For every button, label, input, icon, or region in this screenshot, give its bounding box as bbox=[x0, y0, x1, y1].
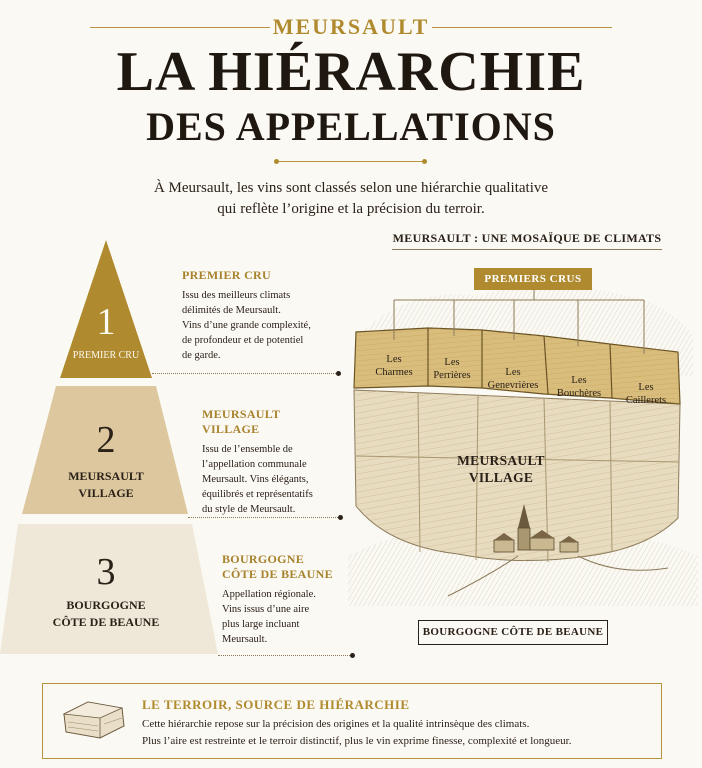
premiers-crus-label: PREMIERS CRUS bbox=[474, 268, 592, 290]
terroir-body bbox=[142, 716, 652, 750]
page-title-line1: LA HIÉRARCHIE bbox=[116, 41, 586, 103]
desc-line: de garde. bbox=[182, 350, 221, 361]
climat-caillerets bbox=[614, 381, 678, 407]
climat-line: Caillerets bbox=[625, 395, 667, 406]
village-label-line: MEURSAULT bbox=[457, 453, 545, 468]
climat-genevrieres bbox=[480, 366, 546, 392]
tier-3-leader-end bbox=[350, 653, 355, 658]
desc-line: plus large incluant bbox=[222, 619, 300, 630]
tier-3-number: 3 bbox=[96, 551, 116, 593]
climat-line: Bouchères bbox=[556, 388, 602, 399]
desc-line: Issu des meilleurs climats bbox=[182, 290, 291, 301]
terroir-title: LE TERROIR, SOURCE DE HIÉRARCHIE bbox=[142, 697, 410, 712]
tier-1-number: 1 bbox=[96, 301, 116, 343]
ornament-dot-left bbox=[274, 159, 279, 164]
tier-2-desc-body bbox=[202, 442, 342, 517]
climat-charmes bbox=[364, 353, 424, 379]
vineyard-map bbox=[348, 256, 702, 616]
desc-line: Meursault. bbox=[222, 634, 268, 645]
tier-3-leader bbox=[218, 655, 352, 656]
ornament-dot-right bbox=[422, 159, 427, 164]
terroir-line: Plus l’aire est restreinte et le terroir distinctif, plus le vin exprime finesse, complexité et longueur. bbox=[142, 735, 572, 747]
climat-line: Charmes bbox=[375, 367, 413, 378]
tier-1-desc-title: PREMIER CRU bbox=[182, 268, 271, 282]
tier-2-name-line1: MEURSAULT bbox=[68, 469, 144, 483]
tier-3-desc-title bbox=[222, 552, 352, 582]
desc-line: du style de Meursault. bbox=[202, 504, 296, 515]
climat-line: Perrières bbox=[433, 370, 471, 381]
page-title-line2: DES APPELLATIONS bbox=[146, 104, 556, 149]
tier-2-leader bbox=[188, 517, 340, 518]
terroir-line: Cette hiérarchie repose sur la précision des origines et la qualité intrinsèque des climats. bbox=[142, 718, 530, 730]
tier-3-name-line2: CÔTE DE BEAUNE bbox=[52, 615, 160, 629]
desc-title-line: MEURSAULT bbox=[202, 407, 281, 421]
desc-line: Vins issus d’une aire bbox=[222, 604, 310, 615]
tier-1-leader-end bbox=[336, 371, 341, 376]
desc-line: équilibrés et représentatifs bbox=[202, 489, 313, 500]
tier-3-name bbox=[26, 597, 186, 631]
kicker-title: MEURSAULT bbox=[272, 14, 430, 39]
climat-line: Les bbox=[444, 357, 460, 368]
desc-line: Issu de l’ensemble de bbox=[202, 444, 293, 455]
climat-perrieres bbox=[424, 356, 480, 382]
title-ornament-rule bbox=[278, 161, 424, 162]
climat-line: Les bbox=[571, 375, 587, 386]
intro-line-2: qui reflète l’origine et la précision du terroir. bbox=[217, 201, 485, 217]
climat-line: Les bbox=[638, 382, 654, 393]
tier-2-name bbox=[36, 468, 176, 502]
tier-1-desc-body bbox=[182, 288, 332, 363]
desc-title-line: VILLAGE bbox=[202, 422, 260, 436]
tier-1-leader bbox=[152, 373, 338, 374]
climat-line: Les bbox=[386, 354, 402, 365]
desc-title-line: CÔTE DE BEAUNE bbox=[222, 567, 333, 581]
tier-3-name-line1: BOURGOGNE bbox=[66, 598, 146, 612]
intro-text bbox=[0, 178, 702, 220]
tier-3-desc-body bbox=[222, 587, 352, 647]
intro-line-1: À Meursault, les vins sont classés selon une hiérarchie qualitative bbox=[153, 180, 549, 196]
map-village-label bbox=[446, 452, 556, 486]
desc-line: Meursault. Vins élégants, bbox=[202, 474, 309, 485]
climat-line: Les bbox=[505, 367, 521, 378]
kicker-row bbox=[0, 14, 702, 40]
desc-line: Appellation régionale. bbox=[222, 589, 316, 600]
tier-1-description bbox=[182, 268, 332, 363]
tier-2-description bbox=[202, 407, 342, 517]
tier-2-name-line2: VILLAGE bbox=[78, 486, 134, 500]
climat-boucheres bbox=[548, 374, 610, 400]
map-title: MEURSAULT : UNE MOSAÏQUE DE CLIMATS bbox=[392, 231, 662, 245]
tier-3-description bbox=[222, 552, 352, 647]
desc-line: Vins d’une grande complexité, bbox=[182, 320, 311, 331]
desc-line: l’appellation communale bbox=[202, 459, 307, 470]
tier-2-desc-title bbox=[202, 407, 342, 437]
desc-line: délimités de Meursault. bbox=[182, 305, 281, 316]
desc-line: de profondeur et de potentiel bbox=[182, 335, 304, 346]
map-title-rule bbox=[392, 249, 662, 250]
village-label-line: VILLAGE bbox=[468, 470, 534, 485]
climat-line: Genevrières bbox=[487, 380, 539, 391]
soil-block-icon bbox=[58, 696, 130, 744]
tier-1-name: PREMIER CRU bbox=[72, 350, 140, 361]
desc-title-line: BOURGOGNE bbox=[222, 552, 305, 566]
tier-2-number: 2 bbox=[96, 419, 116, 461]
regional-appellation-label: BOURGOGNE CÔTE DE BEAUNE bbox=[418, 620, 608, 645]
